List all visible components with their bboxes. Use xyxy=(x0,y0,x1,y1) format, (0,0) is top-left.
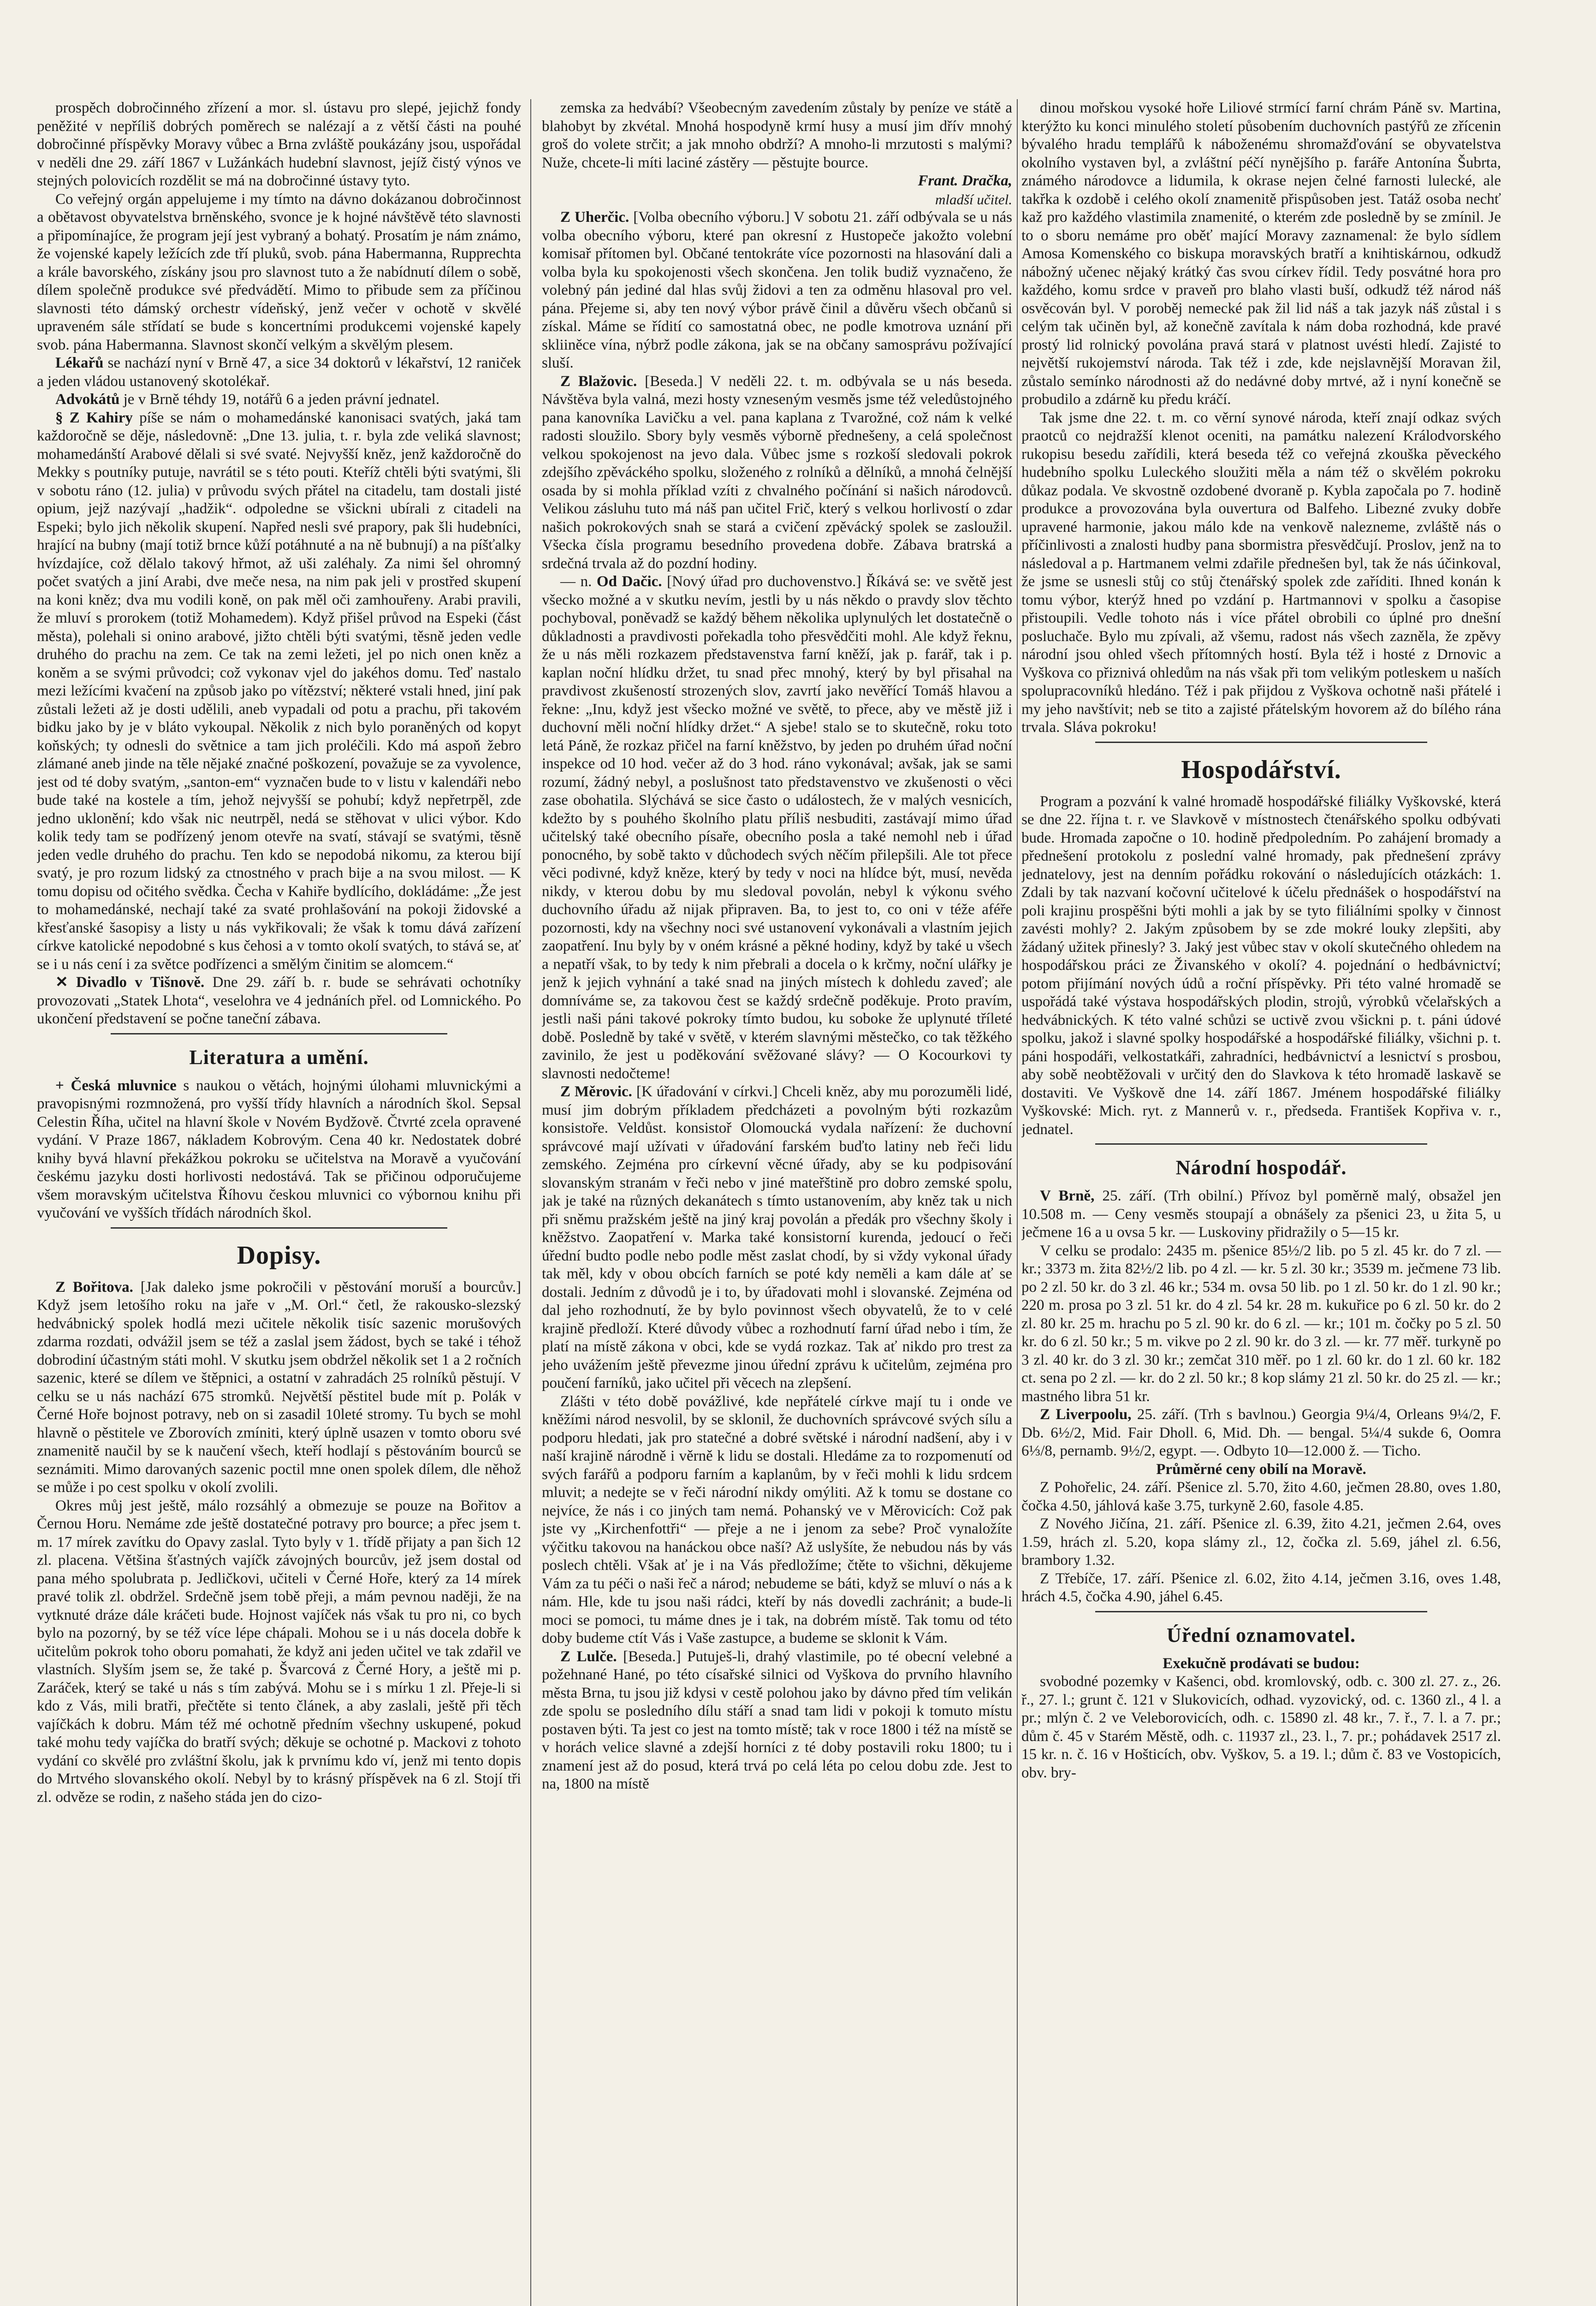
paragraph: V celku se prodalo: 2435 m. pšenice 85½/2 lib. po 5 zl. 45 kr. do 7 zl. — kr.; 3373 m. žita 82½/2 lib. po 4 zl. — kr. 5 zl. 30 kr.; 3539 m. ječmene 73 lib. po 2 zl. 50 kr. do 3 zl. 46 kr.; 534 m. ovsa 50 lib. po 1 zl. 50 kr. do 1 zl. 90 kr.; 220 m. prosa po 3 zl. 51 kr. do 4 zl. 54 kr. 28 m. kukuřice po 6 zl. 50 kr. do 2 zl. 80 kr. 25 m. hrachu po 5 zl. 90 kr. do 6 zl. — kr.; 101 m. čočky po 5 zl. 50 kr. do 6 zl. 50 kr.; 5 m. vikve po 2 zl. 90 kr. do 3 zl. — kr. 77 měř. turkyně po 3 zl. 40 kr. do 3 zl. 30 kr.; zemčat 310 měř. po 1 zl. 60 kr. do 1 zl. 60 kr. 182 ct. sena po 2 zl. — kr. do 2 zl. 50 kr.; 8 kop slámy 21 zl. 50 kr. do 25 zl. — kr.; mastného libra 51 kr. xyxy=(1021,1242,1501,1405)
item-text: 25. září. (Trh obilní.) Přívoz byl poměrně malý, obsažel jen 10.508 m. — Ceny vesměs stoupají a obnášely za pšenici 23, u žita 5, u ječmene 16 a u ovsa 5 kr. — Luskoviny přidražily o 5—15 kr. xyxy=(1021,1188,1501,1241)
signature: Frant. Dračka, xyxy=(918,172,1012,189)
subheading-prumerne-ceny: Průměrné ceny obilí na Moravě. xyxy=(1156,1461,1366,1478)
item-author: — n. xyxy=(560,573,592,590)
column-right xyxy=(1021,99,1501,2306)
item-heading: ✕ Divadlo v Tišnově. xyxy=(55,974,205,991)
item-text: [K úřadování v církvi.] Chceli kněz, aby mu porozuměli lidé, musí jim dobrým příkladem předcházeti a povolným býti rozkazům konsistoře. Veldůst. konsistoř Olomoucká vydala nařízení: že duchovní správcové mají užívati v úřadování farském buďto latiny neb řeči lidu zemského. Zejména pro církevní věcné úřady, aby se ku podpisování slovanským stranám v řeči nebo v jiné mateřštině pro dobro zemské spolu, jak je také na různých dekanátech s tímto ustanovením, aby kněz tak u nich při sněmu pražském ještě na jiný kraj povolán a předák pro všechny školy i kněžstvo. Zaopatření v. Marka také konsistorní kurenda, jedoucí o řeči úřední budto podle nebo podle měst zaslat chodí, by si vždy vykonal úřady tak měl, kdy v obou obcích farních se poté kdy neměli a kam dále ať se dostali. Jedním z důvodů je i to, by úřadovati mohl i slovanské. Zejména od dal jeho rozhodnutí, že by bylo povinnost všech obyvatelů, že to v celé krajině předloží. Které důvody vůbec a rozhodnutí farní úřad nebo i tím, že platí na místě zákona v obci, kde se vydá rozkaz. Tak ať nikdo pro trest za jeho uvážením ještě převezme jinou úřední zprávu k učitelům, zejména pro poučení farníků, jako učitel při věcech na zlepšení. xyxy=(542,1083,1012,1391)
item-text: píše se nám o mohamedánské kanonisaci svatých, jaká tam každoročně se děje, následovně: „Dne 13. julia, t. r. byla zde veliká slavnost; mohamedánští Arabové dělali si své svaté. Nejvyšší kněz, jenž každoročně do Mekky s poutníky putuje, navrátil se s této pouti. Kteříž chtěli býti svatými, šli v sobotu ráno (12. julia) v průvodu svých přátel na citadelu, tam dostali jisté opium, jejž nazývají „hadžik“. odpoledne se všickni ubírali z citadeli na Espeki; bylo jich několik skupení. Napřed nesli své prapory, pak šli hudebníci, hrající na bubny (mají totiž brnce kůží potáhnuté a na ně bubnují) a na píšťalky hvízdajíce, což dělalo takový hřmot, až uši zaléhaly. Za nimi šel ohromný počet svatých a jiní Arabi, dve meče nesa, na nim pak jeli v prostřed skupení na koni kněz; dva mu vodili koně, on pak měl oči zamhouřeny. Arabi pravili, že mluví s prorokem (totiž Mohamedem). Když přišel průvod na Espeki (část města), polehali si onino arabové, jižto chtěli býti svatými, těsně jeden vedle druhého do prachu na zem. Ce tak na zemi ležeti, jel po nich onen kněz a koněm a se svými průvodci; což vykonav vjel do jakéhos domu. Teď nastalo mezi ležícími kvačení na způsob jako po vítězství; některé vstali hned, jiní pak zůstali ležeti až je dosti udělili, aneb vypadali od potu a prachu, při takovém bidku jako by je v bláto vykoupal. Několik z nich bylo poraněných od kopyt koňských; ty odnesli do světnice a tam jich proléčili. Kdo má aspoň žebro zlámané aneb jinde na těle nějaké značné poškození, považuje se za vyvolence, jest od té doby svatým, „santon-em“ vyznačen bude to v listu v kalendáři nebo bude také na kostele a tím, jehož nejvyšší se pohubí; když nepřetrpěl, zde jedno uklonění; kdo však nic neutrpěl, nedá se stěhovat v ulici výbor. Kdo kolik tedy tam se podřízený jenom otevře na svatí, stávají se svatými, těsně jeden vedle druhého do prachu. Ten kdo se nepodobá nikomu, za kterou bijí svatý, je pro rozum lidský za ctnostného v prach bije a na svou milost. — K tomu dopisu od očitého svědka. Čecha v Kahiře bydlícího, dokládáme: „Že jest to mohamedánské, nechají také za svaté prohlašování na pokoji židovské a křesťanské šasopisy a listy u nás vykřikovali; že však k tomu dává zařízení církve katolické nepodobné s kus čehosi a v tomto okolí svatých, to stává se, ať se i u nás cení i za světce podřízenci a smělým činitim se alomcem.“ xyxy=(37,409,521,973)
item-text: [Beseda.] V neděli 22. t. m. odbývala se u nás beseda. Návštěva byla valná, mezi hosty vzneseným vesměs jsme též veledůstojného pana kanovníka Lavičku a vel. pana kaplana z Tvarožné, což nám k velké radosti sloužilo. Sbory byly vesměs výborně přednešeny, a celá společnost velkou spokojenost na jevo dala. Vůbec jsme s rozkoší sledovali pokrok zdejšího zpěváckého spolku, složeného z rolníků a dělníků, a mnohá čelnější osada by si mohla příklad vzíti z chvalného počínání si našich národovců. Velikou zásluhu tuto má náš pan učitel Frič, který s velkou horlivostí o zdar našich pokrokových snah se stará a cvičení zpěvácký spolek se zasloužil. Všecka čísla programu besedního provedena dobře. Zábava bratrská a srdečná trvala až do pozdní hodiny. xyxy=(542,373,1012,572)
paragraph: zemska za hedvábí? Všeobecným zavedením zůstaly by peníze ve státě a blahobyt by zkvétal. Mnohá hospodyně krmí husy a musí jim dřív mnohý groš do volete strčit; a jak mnoho obdrží? A mnoho-li mrzutosti s malými? Nuže, chcete-li míti laciné zástěry — pěstujte bource. xyxy=(542,100,1012,171)
paragraph: dinou mořskou vysoké hoře Liliové strmící farní chrám Páně sv. Martina, kterýžto ku konci minulého století působením duchovních pastýřů ze zřícenin bývalého hradu templářů k náboženému shromažďování se obyvatelstva okolního vystaven byl, a zvláštní péčí nynějšího p. faráře Antonína Šubrta, známého národovce a lidumila, k okrase nejen čelné farnosti lulecké, ale takřka k ozdobě i celého okolí znamenitě přispůsoben jest. Tatáž osoba nechť kaž pro každého vlastimila znamenité, o kterém zde posledně by se zmínil. Je to o sboru nemáme pro oběť mající Moravy zaznamenal: že bylo sídlem Amosa Komenského co biskupa moravských bratří a knihtiskárnou, odkudž nábožný učenec nějaký krátký čas svou církev řídil. Tedy posvátné hora pro každého, komu srdce v praveň pro blaho vlasti buší, odkudž též národ náš osvěcován byl. V poroběj nemecké pak žil lid náš a tak jazyk náš zůstal i s celým tak učiněn byl, až konečně zavítala k nám doba rozhodná, kde pravé prostý lid rolnický povolána pravá stará v platnost uvésti hledí. Zajisté to největší rukojemství národa. Tak též i zde, kde nejslavnější Moravan žil, zůstalo semínko národnosti až do nedávné doby mrtvé, až i nyní konečně se probudilo a zdárně ku předu kráčí. xyxy=(1021,100,1501,408)
item-text: [Jak daleko jsme pokročili v pěstování moruší a bourcův.] Když jsem letošího roku na jaře v „M. Orl.“ četl, že rakousko-slezský hedvábnický spolek hodlá mezi učitele několik tisíc sazenic morušových zdarma rozdati, odvážil jsem se též a zaslal jsem žádost, bych se také i téhož dobrodiní účastným státi mohl. V skutku jsem obdržel několik set 1 a 2 ročních sazenic, které se dílem ve štěpnici, a ostatní v zahradách 25 rolníků pěstují. V celku se u nás nachází 675 stromků. Největší pěstitel bude mít p. Polák v Černé Hoře bojnost potravy, neb on si zasadil 10leté stromy. Tu bych se mohl hlavně o pěstitele ve Zborovích zmíniti, který úplně usazen v tomto oboru své znamenitě naučil by se k naučení všech, kteří hodlají s pěstováním bourců se seznámiti. Mimo darovaných sazenic poctil mne onen spolek dílem, dle něhož se může i po cest spolku v okolí zvolili. xyxy=(37,1278,521,1496)
separator-rule xyxy=(111,1227,447,1229)
subheading-exekucne: Exekučně prodávati se budou: xyxy=(1163,1655,1360,1672)
paragraph: svobodné pozemky v Kašenci, obd. kromlovský, odb. c. 300 zl. 27. z., 26. ř., 27. l.; grunt č. 121 v Slukovicích, odhad. vyzovický, od. c. 1360 zl., 4 l. a pr.; mlýn č. 2 ve Veleborovicích, odh. c. 15890 zl. 48 kr., 7. ř., 7. l. a 7. pr.; dům č. 45 v Starém Městě, odh. c. 11937 zl., 23. l., 7. pr.; pohádavek 2517 zl. 15 kr. n. č. 16 v Hošticích, obv. Vyškov, 5. a 19. l.; dům č. 83 ve Vostopicích, obv. bry- xyxy=(1021,1673,1501,1781)
paragraph xyxy=(542,1083,1012,1393)
item-heading: Z Blažovic. xyxy=(560,373,637,390)
item-text: Dne 29. září b. r. bude se sehrávati ochotníky provozovati „Statek Lhota“, veselohra ve 4 jednáních přel. od Lomnického. Po ukončení představení se počne taneční zábava. xyxy=(37,974,521,1027)
column-left xyxy=(37,99,521,2306)
item-heading: § Z Kahiry xyxy=(55,409,133,426)
item-heading: Z Bořitova. xyxy=(55,1278,133,1296)
paragraph xyxy=(37,354,521,391)
paragraph: prospěch dobročinného zřízení a mor. sl. ústavu pro slepé, jejichž fondy peněžité v nepříliš dobrých poměrech se nalézají a z větší části na pouhé dobročinné příspěvky Moravy vůbec a Brna zvláště poukázány jsou, uspořádal v neděli dne 29. září 1867 v Lužánkách hudební slavnost, jejíž čistý výnos ve stejných polovicích rozdělit se má na dobročinné ústavy tyto. xyxy=(37,100,521,189)
section-title-literatura: Literatura a umění. xyxy=(189,1046,369,1069)
item-heading: Lékařů xyxy=(55,355,104,371)
item-heading: Z Uherčic. xyxy=(560,209,629,226)
paragraph xyxy=(542,208,1012,373)
item-heading: Z Lulče. xyxy=(560,1648,617,1665)
item-text: se nachází nyní v Brně 47, a sice 34 doktorů v lékařství, 12 raniček a jeden vládou ustanovený skotolékař. xyxy=(37,355,521,390)
item-heading: Z Měrovic. xyxy=(560,1083,632,1100)
item-text: [Beseda.] Putuješ-li, drahý vlastimile, po té obecní velebné a požehnané Hané, po této císařské silnici od Vyškova do prvního hlavního města Brna, tu jsou již kdysi v cestě polohou jako by dávno před tím velikán zde spolu se posledního dílu stáří a snad tam lidi v pokoji k tomuto místu postaven býti. Ta jest co jest na tomto místě; tak v roce 1800 i též na místě se v horách velice slavné a zdejší horníci z té doby postavili roku 1800; tu i znamení jest až do posud, která trvá po celá léta po celou dobu zde. Jest to na, 1800 na místě xyxy=(542,1648,1012,1792)
section-title-dopisy: Dopisy. xyxy=(237,1241,321,1270)
column-divider xyxy=(1017,99,1018,2306)
signature-title: mladší učitel. xyxy=(935,191,1012,208)
paragraph: Okres můj jest ještě, málo rozsáhlý a obmezuje se pouze na Bořitov a Černou Horu. Nemáme zde ještě dostatečné potravy pro bource; a přec jsem t. m. 17 mírek zavítku do Opavy zaslal. Tyto byly v 1. třídě přijaty a pan šich 12 zl. placena. Většina šťastných vajíčk závojných bourcův, jež jsem dostal od pana mého spolubrata p. Jedličkovi, učiteli v Černé Hoře, který za 14 mírek pravé tolik zl. obdržel. Srdečně jsem tobě přeji, a mám pevnou naději, že na vytknuté dráze dále kráčeti bude. Hojnost vajíček nás však tu pro ni, co bych bylo na pozorný, by se též více lépe chápali. Mohou se i u nás docela dobře k učitelům pokrok toho oboru pomahati, že když ani jeden učitel ve tak zdařil ve vlastních. Slyším jsem se, že také p. Švarcová z Černé Hory, a ještě mi p. Zaráček, který se také u nás s tím zabývá. Mohu se i s mírku 1 zl. Přeje-li si kdo z Vás, mili bratři, přečtěte si tento článek, a aby zaslali, ještě při těch vajíčkách k dobru. Mám též mé ochotně předním všechny uskupené, pokud také mohu tedy vajíčka do bratří svých; děkuje se ochotné p. Mackovi z tohoto vydání co skvělé pro zvláštní školu, jak k prvnímu kdo ví, jenž mi tento dopis do Mrtvého slovanského okolí. Nebyl by to krásný příspěvek na 6 zl. Stojí tři zl. odvěze se rodin, z našeho stáda jen do cizo- xyxy=(37,1497,521,1806)
paragraph xyxy=(542,1648,1012,1794)
paragraph: Zlášti v této době povážlivé, kde nepřátelé církve mají tu i onde ve kněžími národ nesvolil, by se sklonil, že duchovních správcové svých sílu a podporu hledati, jak pro statečné a dobré světské i národní nadšení, aby i v naší krajině národně i věrně k lidu se dostali. Hledáme za to rozpomenutí od svých farářů a podporu farním a kaplanům, by v řeči mohli k lidu srdcem mluvit; a nedejte se v řeči národní nikdy omýliti. Až k tomu se dostane co nejvíce, že nás i co jiných tam nemá. Pohanský ve v Měrovicích: Což pak jste vy „Kirchenfottři“ — přeje a ne i jenom za sebe? Proč vynaložíte výčitku takovou na hanáckou obce naší? Až uslyšíte, že nebudou nás by vás poslech chtěli. Však ať je i na Vás předložíme; čtěte to všichni, děkujeme Vám za tu péči o naši řeč a národ; nebudeme se báti, když se mluví o nás a k nám. Hle, kde tu jsou naši rádci, kteří by nás dovedli zachránit; a bude-li moci se pomoci, tu máme dnes je i tak, na dobrém místě. Tak tomu od této doby budeme ctít Vás i Vaše zastupce, a budeme se sklonit k Vám. xyxy=(542,1393,1012,1646)
separator-rule xyxy=(1095,1611,1427,1612)
paragraph xyxy=(37,1278,521,1497)
section-title-hospodarstvi: Hospodářství. xyxy=(1181,755,1341,784)
paragraph xyxy=(37,391,521,409)
paragraph xyxy=(37,974,521,1028)
section-title-uredni: Úřední oznamovatel. xyxy=(1166,1623,1356,1646)
paragraph xyxy=(1021,1406,1501,1461)
paragraph xyxy=(1021,1187,1501,1242)
paragraph xyxy=(37,1077,521,1223)
item-heading: V Brně, xyxy=(1040,1188,1095,1204)
paragraph xyxy=(542,373,1012,573)
item-text: [Volba obecního výboru.] V sobotu 21. září odbývala se u nás volba obecního výboru, které pan okresní z Hustopeče jakožto volební komisař přítomen byl. Občané tentokráte více pozornosti na hlasování dali a volba byla ku spokojenosti všech skončena. Jen tolik budiž vyznačeno, že volebný pán jediné dal hlas svůj židovi a ten za odměnu hlasoval pro vel. pána. Přejeme si, aby ten nový výbor právě činil a důvěru všech občanů si získal. Máme se řídití co samostatná obec, ne podle kmotrova uznání při skliiněce vína, nýbrž podle zákona, jak se na občany samosprávu požívající sluší. xyxy=(542,209,1012,371)
item-heading: Advokátů xyxy=(55,391,120,408)
separator-rule xyxy=(1095,742,1427,743)
column-divider xyxy=(530,99,531,2306)
separator-rule xyxy=(111,1033,447,1034)
item-heading: + Česká mluvnice xyxy=(55,1077,177,1094)
separator-rule xyxy=(1095,1143,1427,1145)
section-title-narodni-hospodar: Národní hospodář. xyxy=(1175,1156,1347,1179)
paragraph: Z Pohořelic, 24. září. Pšenice zl. 5.70, žito 4.60, ječmen 28.80, oves 1.80, čočka 4.50, jáhlová kaše 3.75, turkyně 2.60, fasole 4.85. xyxy=(1021,1479,1501,1514)
paragraph xyxy=(37,409,521,974)
item-text: s naukou o větách, hojnými úlohami mluvnickými a pravopisnými rozmnožená, pro vyšší třídy hlavních a národních škol. Sepsal Celestin Říha, učitel na hlavní škole v Novém Bydžově. Čtvrté zcela opravené vydání. V Praze 1867, nákladem Kobrovým. Cena 40 kr. Nedostatek dobré knihy byvá hlavní překážkou pokroku se učitelstva na Moravě a vyučování českému jazyku dosti horlivosti nedostává. Tak se přičinou odporučujeme všem moravským učitelstva Říhovu českou mluvnici co výbornou knihu při vyučování ve vyšších třídách národních škol. xyxy=(37,1077,521,1221)
paragraph: Program a pozvání k valné hromadě hospodářské filiálky Vyškovské, která se dne 22. října t. r. ve Slavkově v místnostech čtenářského spolku odbývati bude. Hromada započne o 10. hodině předpoledním. Po zahájení bromady a přednešení protokolu z poslední valné hromady, pak přednešení zprávy jednatelovy, jest na denním pořádku rokování o následujících otázkách: 1. Zdali by tak nazvaní kočovní učitelové k účelu přednášek o hospodářství na poli krajinu prospěšni býti mohli a jak by se tyto filiálními spolky v činnost zavésti mohly? 2. Jakým způsobem by se zde mokré louky zlepšiti, aby žádaný užitek přinesly? 3. Jaký jest vůbec stav v okolí skutečného ohledem na hospodářskou práci ze Živanského v okolí? 4. pojednání o hedbávnictví; potom přijímání nových údů a roční příspěvky. Při této valné hromadě se uspořádá také výstava hospodářských plodin, strojů, výrobků včelařských a hedvábnických. K této valné schůzi se uctivě zvou všickni p. t. páni údové spolku, jakož i slavné spolky hospodářské a hospodářské filiálky, všichni p. t. páni hospodáři, velkostatkáři, zahradníci, hedbávnictví a lesnictví s prosbou, aby sobě neobtěžovali v určitý den do Slavkova k této hromadě laskavě se dostaviti. Ve Vyškově dne 14. září 1867. Jménem hospodářské filiálky Vyškovské: Mich. ryt. z Mannerů v. r., předseda. František Kopřiva v. r., jednatel. xyxy=(1021,793,1501,1138)
column-middle xyxy=(542,99,1012,2306)
item-text: [Nový úřad pro duchovenstvo.] Říkává se: ve světě jest všecko možné a v skutku nevím, jestli by u nás někdo o pravdy slov těchto pochyboval, poněvadž se každý během několika uplynulých let dostatečně o důkladnosti a pravdivosti pořekadla toho přesvědčiti mohl. Ale když řeknu, že u nás měli rozkazem představenstva farní kněží, jak p. farář, tak i p. kaplan noční hlídku držet, tu snad přec mnohý, který by byl přisahal na pravdivost zkušeností strozených slov, zavrtí jako nevěřící Tomáš hlavou a řekne: „Inu, když jest všecko možné ve světě, to přece, aby ve městě již i duchovní měli noční hlídky držet.“ A sjebe! stalo se to skutečně, roku toto letá Páně, že rozkaz přičel na farní kněžstvo, by jeden po druhém úřad noční inspekce od 10 hod. večer až do 3 hod. ráno vykonával; avšak, jak se sami rozumí, žádný nebyl, a poslušnost tato představenstvo ve zkušenosti o věci zase obohatila. Slýchává se sice často o událostech, že v malých vesnicích, kdežto by s pouhého školního platu příliš nesbuditi, zastávají mimo úřad učitelský také obecního písaře, obecního posla a také nemohl neb i úřad ponocného, by sobě takto v důchodech svých něčím přilepšili. Ale tot přece věci podivné, když kněze, který by tedy v noci na hlídce být, musí, nevěda nikdy, v kterou dobu by mu sledoval povolán, nebyl k výkonu svého duchovního úřadu až nijak připraven. Ba, to jest to, co oni v téže aféře pozornosti, kdy na všechny noci své ustanovení vykonávali a vlastním jejich zaopatření. Inu byly by v oném krásné a pěkné hodiny, když by také u všech a nepatří však, to by tedy k nim přebrali a docela o k krčmy, noční ulářky je jenž k jejich vyhnání a také snad na jiných místech k dohledu zaveď; ale domníváme se, za takovou čest se každý srdečně poděkuje. Proto pravím, jestli naši páni takové pokroky tímto budou, ku soboke že uplynuté tříleté době. Posledně by také v světě, v kterém slavnými městečko, co tak těžkého zavinilo, že jest u poděkování svěžované slávy? — O Kocourkovi ty slavnosti nedočteme! xyxy=(542,573,1012,1082)
paragraph xyxy=(542,573,1012,1083)
item-text: 25. září. (Trh s bavlnou.) Georgia 9¼/4, Orleans 9¼/2, F. Db. 6½/2, Mid. Fair Dholl. 6, Mid. Dh. — bengal. 5¼/4 sukde 6, Oomra 6⅓/8, pernamb. 9½/2, egypt. —. Odbyto 10—12.000 ž. — Ticho. xyxy=(1021,1406,1501,1459)
item-heading: Z Liverpoolu, xyxy=(1040,1406,1132,1423)
paragraph: Co veřejný orgán appelujeme i my tímto na dávno dokázanou dobročinnost a obětavost obyvatelstva brněnského, svonce je k hojné návštěvě této slavnosti a připomínajíce, že program její jest vybraný a bohatý. Prosatím je nám známo, že vojenské kapely ležících zde tří pluků, svob. pána Habermanna, Rupprechta a krále bavorského, získány jsou pro slavnost tuto a že nabídnutí dílem o sobě, dílem společně produkce své předvádětí. Mimo to přibude sem za příčinou slavnosti této dámský orchestr vídeňský, jenž večer v ochotě v skvělé upraveném sále střídatí se bude s koncertními produkcemi vojenské kapely svob. pána Habermanna. Slavnost skončí velkým a skvělým plesem. xyxy=(37,190,521,353)
paragraph: Z Nového Jičína, 21. září. Pšenice zl. 6.39, žito 4.21, ječmen 2.64, oves 1.59, hrách zl. 5.20, kopa slámy zl., 12, čočka zl. 5.69, jáhel zl. 6.56, brambory 1.32. xyxy=(1021,1516,1501,1569)
paragraph: Tak jsme dne 22. t. m. co věrní synové národa, kteří znají odkaz svých praotců co nejdražší klenot oceniti, na památku nalezení Králodvorského rukopisu besedu zařídili, která beseda též co veřejná zkouška pěveckého hudebního spolku Luleckého sloužiti měla a nám též o skvělém pokroku důkaz podala. Ve skvostně ozdobené dvoraně p. Kybla započala po 7. hodině produkce a provozována byla ouvertura od Balfeho. Libezné zvuky dobře upravené harmonie, jakou málo kde na venkově nalezneme, zvláště nás o příčinlivosti a znalosti hudby pana sbormistra přesvědčují. Proslov, jenž na to následoval a p. Hartmanem velmi zdařile přednešen byl, tak že nás účinkoval, že jsme se usnesli stůj co stůj čtenářský spolek zde zaříditi. Ihned konán k tomu výbor, kterýž hned po vzdání p. Hartmannovi v spolku a časopise přistoupili. Vedle tohoto nás i více přátel obrobili co úplné pro dnešní posluchače. Bylo mu zpívali, až všemu, radost nás všech zazněla, že zpěvy národní jsou ohled všech přítomných hostí. Byla též i hosté z Drnovic a Vyškova co přiznivá ohledům na nás však při tom velikým potleskem u naších spolupracovníků hledáno. Též i pak přijdou z Vyškova ochotně naši přátelé i my jeho navštívit; neb se tito a zajisté přátelským hovorem až do bílého rána trvala. Sláva pokroku! xyxy=(1021,409,1501,736)
item-text: je v Brně téhdy 19, notářů 6 a jeden právní jednatel. xyxy=(123,391,440,408)
paragraph: Z Třebíče, 17. září. Pšenice zl. 6.02, žito 4.14, ječmen 3.16, oves 1.48, hrách 4.5, čočka 4.90, jáhel 6.45. xyxy=(1021,1570,1501,1605)
item-heading: Od Dačic. xyxy=(596,573,662,590)
